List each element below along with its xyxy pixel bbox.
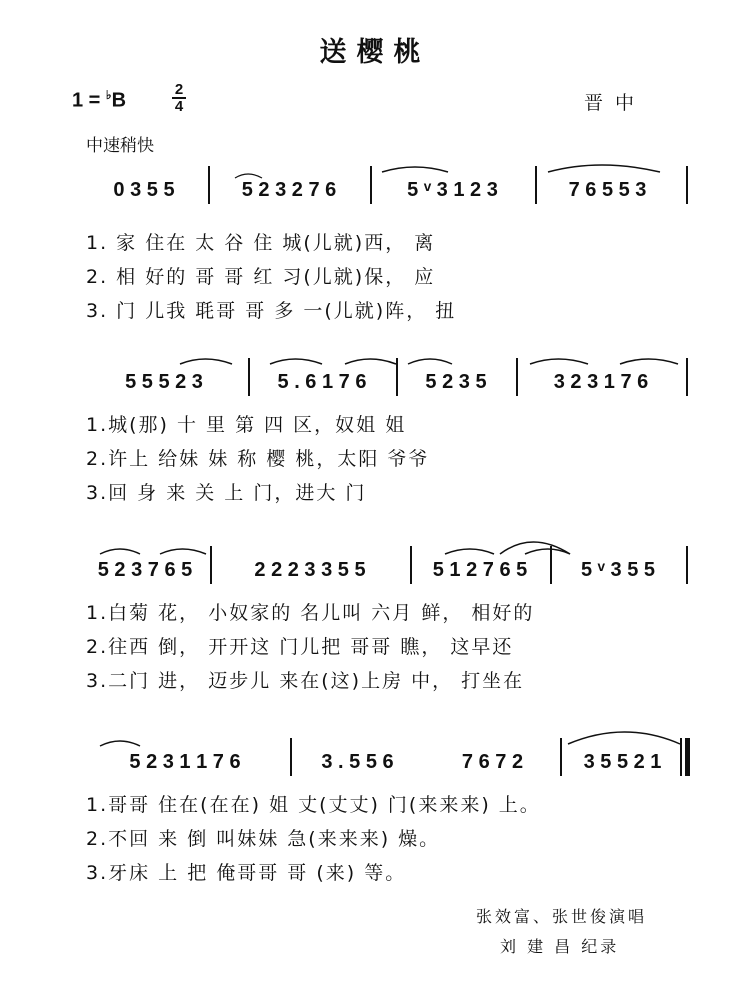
- music-system-4: [80, 738, 692, 778]
- measure-3: 7 6 7 2: [461, 751, 524, 773]
- barline: [560, 738, 562, 776]
- barline: [686, 166, 688, 204]
- time-signature: [172, 82, 186, 114]
- recorder-credit: 刘 建 昌 纪录: [500, 937, 620, 956]
- barline: [290, 738, 292, 776]
- notes-row: [80, 179, 680, 202]
- barline: [535, 166, 537, 204]
- lyric-line: 1.城(那) 十 里 第 四 区，奴姐 姐: [86, 414, 407, 436]
- notes-row: [80, 751, 685, 774]
- barline: [410, 546, 412, 584]
- meter-bottom: 4: [174, 98, 184, 115]
- measure-1: 5 5 5 2 3: [125, 371, 203, 393]
- lyric-line: 3.牙床 上 把 俺哥哥 哥 (来) 等。: [86, 862, 407, 884]
- region-label: 晋中: [584, 92, 647, 114]
- final-barline-thick: [685, 738, 690, 776]
- lyric-line: 1.哥哥 住在(在在) 姐 丈(丈丈) 门(来来来) 上。: [86, 794, 541, 816]
- measure-1: 5 2 3 1 1 7 6: [129, 751, 241, 773]
- lyric-line: 1.白菊 花， 小奴家的 名儿叫 六月 鲜， 相好的: [86, 602, 535, 624]
- lyric-line: 3.二门 进， 迈步儿 来在(这)上房 中， 打坐在: [86, 670, 525, 692]
- lyric-line: 2.不回 来 倒 叫妹妹 急(来来来) 燥。: [86, 828, 441, 850]
- meter-top: 2: [172, 82, 186, 99]
- barline: [516, 358, 518, 396]
- barline: [248, 358, 250, 396]
- barline: [210, 546, 212, 584]
- barline: [396, 358, 398, 396]
- key-prefix: 1 =: [72, 89, 106, 112]
- barline: [208, 166, 210, 204]
- lyric-line: 2.往西 倒， 开开这 门儿把 哥哥 瞧， 这早还: [86, 636, 514, 658]
- measure-2: 2 2 2 3 3 5 5: [254, 559, 366, 581]
- key-note: B: [111, 89, 127, 112]
- lyric-line: 2. 相 好的 哥 哥 红 习(儿就)保， 应: [86, 266, 436, 288]
- final-barline-thin: [680, 738, 682, 776]
- measure-3: 5 2 3 5: [425, 371, 487, 393]
- barline: [686, 358, 688, 396]
- notes-row: [80, 371, 686, 394]
- singers-credit: 张效富、张世俊演唱: [476, 907, 648, 926]
- measure-1: 0 3 5 5: [113, 179, 175, 201]
- tempo-marking: 中速稍快: [86, 136, 154, 156]
- barline: [550, 546, 552, 584]
- flat-sign: ♭: [105, 88, 112, 102]
- measure-4: 7 6 5 5 3: [568, 179, 647, 201]
- notes-row: [80, 559, 686, 582]
- measure-4: 5 ᵛ 3 5 5: [581, 559, 655, 581]
- music-system-2: [80, 358, 692, 398]
- measure-3: 5 1 2 7 6 5: [432, 559, 528, 581]
- barline: [686, 546, 688, 584]
- lyric-line: 1. 家 住在 太 谷 住 城(儿就)西， 离: [86, 232, 436, 254]
- music-system-1: [80, 166, 692, 206]
- measure-4: 3 5 5 2 1: [583, 751, 662, 773]
- lyric-line: 3. 门 儿我 毦哥 哥 多 一(儿就)阵， 扭: [86, 300, 457, 322]
- measure-2: 5 2 3 2 7 6: [241, 179, 337, 201]
- lyric-line: 2.许上 给妹 妹 称 樱 桃，太阳 爷爷: [86, 448, 430, 470]
- measure-4: 3 2 3 1 7 6: [553, 371, 649, 393]
- song-title: 送樱桃: [319, 37, 431, 68]
- key-signature: [72, 88, 126, 113]
- measure-3: 5 ᵛ 3 1 2 3: [407, 179, 498, 201]
- measure-2: 3 . 5 5 6: [321, 751, 394, 773]
- music-system-3: [80, 546, 692, 586]
- barline: [370, 166, 372, 204]
- measure-1: 5 2 3 7 6 5: [97, 559, 193, 581]
- lyric-line: 3.回 身 来 关 上 门，进大 门: [86, 482, 367, 504]
- measure-2: 5 . 6 1 7 6: [277, 371, 367, 393]
